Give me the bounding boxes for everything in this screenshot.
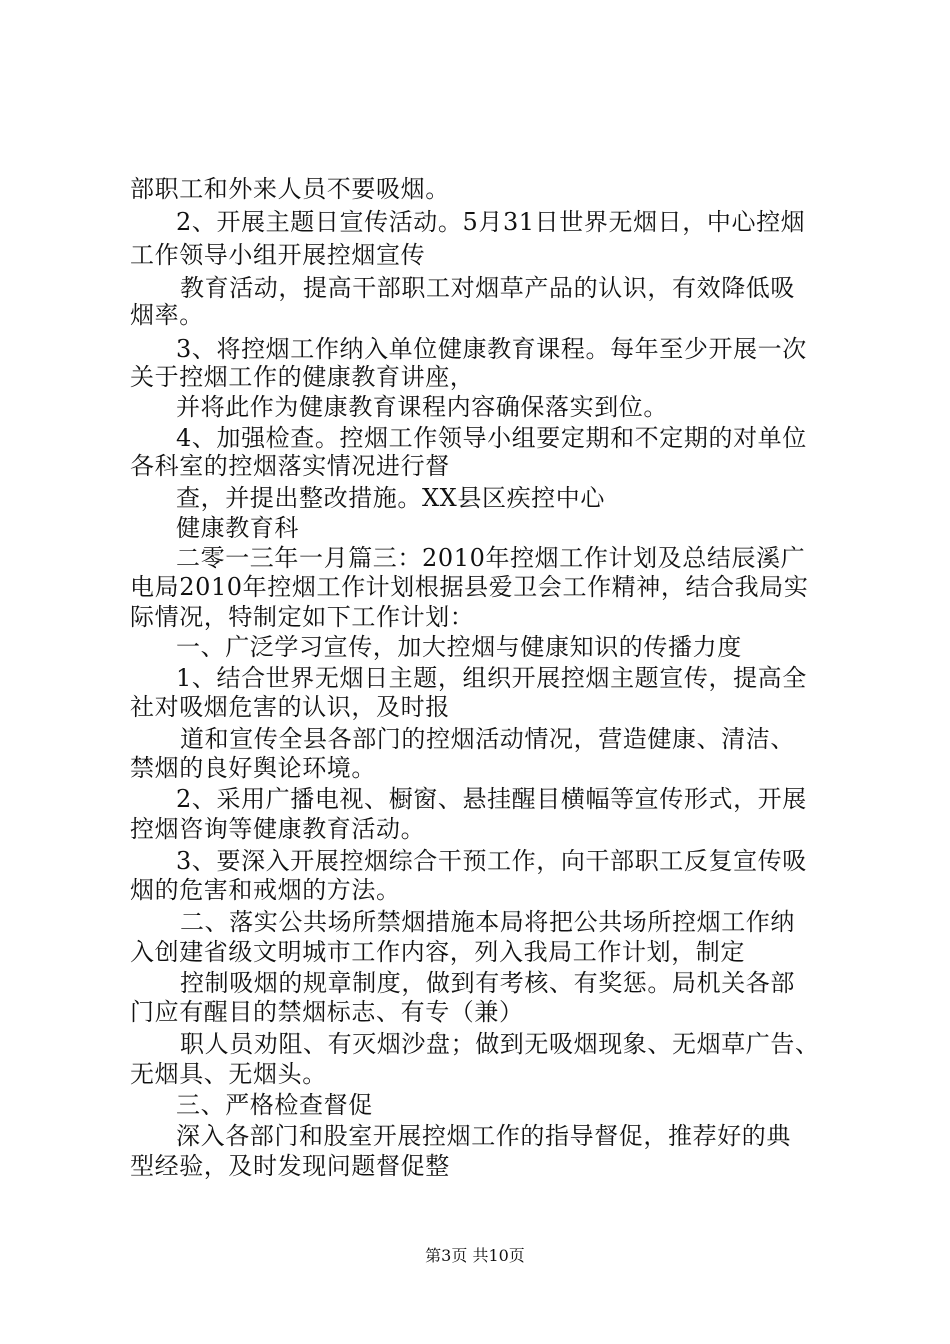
text-line: 无烟具、无烟头。 [130, 1060, 327, 1088]
page-footer: 第3页 共10页 [425, 1246, 525, 1265]
text-line: 3、将控烟工作纳入单位健康教育课程。每年至少开展一次 [176, 335, 807, 363]
text-line: 4、加强检查。控烟工作领导小组要定期和不定期的对单位 [176, 424, 807, 452]
text-line: 二、落实公共场所禁烟措施本局将把公共场所控烟工作纳 [180, 908, 795, 936]
text-line: 关于控烟工作的健康教育讲座， [130, 363, 475, 391]
text-line: 电局2010年控烟工作计划根据县爱卫会工作精神，结合我局实 [130, 573, 809, 601]
text-line: 道和宣传全县各部门的控烟活动情况，营造健康、清洁、 [180, 725, 795, 753]
text-line: 三、严格检查督促 [176, 1091, 373, 1119]
text-line: 1、结合世界无烟日主题，组织开展控烟主题宣传，提高全 [176, 664, 807, 692]
text-line: 际情况，特制定如下工作计划： [130, 603, 475, 631]
text-line: 部职工和外来人员不要吸烟。 [130, 175, 450, 203]
text-line: 门应有醒目的禁烟标志、有专（兼） [130, 998, 524, 1026]
text-line: 型经验，及时发现问题督促整 [130, 1152, 450, 1180]
text-line: 职人员劝阻、有灭烟沙盘；做到无吸烟现象、无烟草广告、 [180, 1030, 820, 1058]
text-line: 教育活动，提高干部职工对烟草产品的认识，有效降低吸 [180, 274, 795, 302]
text-line: 控制吸烟的规章制度，做到有考核、有奖惩。局机关各部 [180, 969, 795, 997]
text-line: 控烟咨询等健康教育活动。 [130, 815, 426, 843]
text-line: 社对吸烟危害的认识，及时报 [130, 693, 450, 721]
text-line: 烟的危害和戒烟的方法。 [130, 876, 401, 904]
text-line: 工作领导小组开展控烟宣传 [130, 241, 426, 269]
text-line: 并将此作为健康教育课程内容确保落实到位。 [176, 393, 668, 421]
text-line: 二零一三年一月篇三：2010年控烟工作计划及总结辰溪广 [176, 544, 806, 572]
text-line: 3、要深入开展控烟综合干预工作，向干部职工反复宣传吸 [176, 847, 807, 875]
text-line: 入创建省级文明城市工作内容，列入我局工作计划，制定 [130, 938, 745, 966]
text-line: 各科室的控烟落实情况进行督 [130, 452, 450, 480]
text-line: 2、采用广播电视、橱窗、悬挂醒目横幅等宣传形式，开展 [176, 785, 807, 813]
text-line: 深入各部门和股室开展控烟工作的指导督促，推荐好的典 [176, 1122, 791, 1150]
text-line: 健康教育科 [176, 514, 299, 542]
text-line: 烟率。 [130, 301, 204, 329]
text-line: 2、开展主题日宣传活动。5月31日世界无烟日，中心控烟 [176, 208, 806, 236]
text-line: 查，并提出整改措施。XX县区疾控中心 [176, 484, 605, 512]
text-line: 一、广泛学习宣传，加大控烟与健康知识的传播力度 [176, 633, 742, 661]
text-line: 禁烟的良好舆论环境。 [130, 754, 376, 782]
